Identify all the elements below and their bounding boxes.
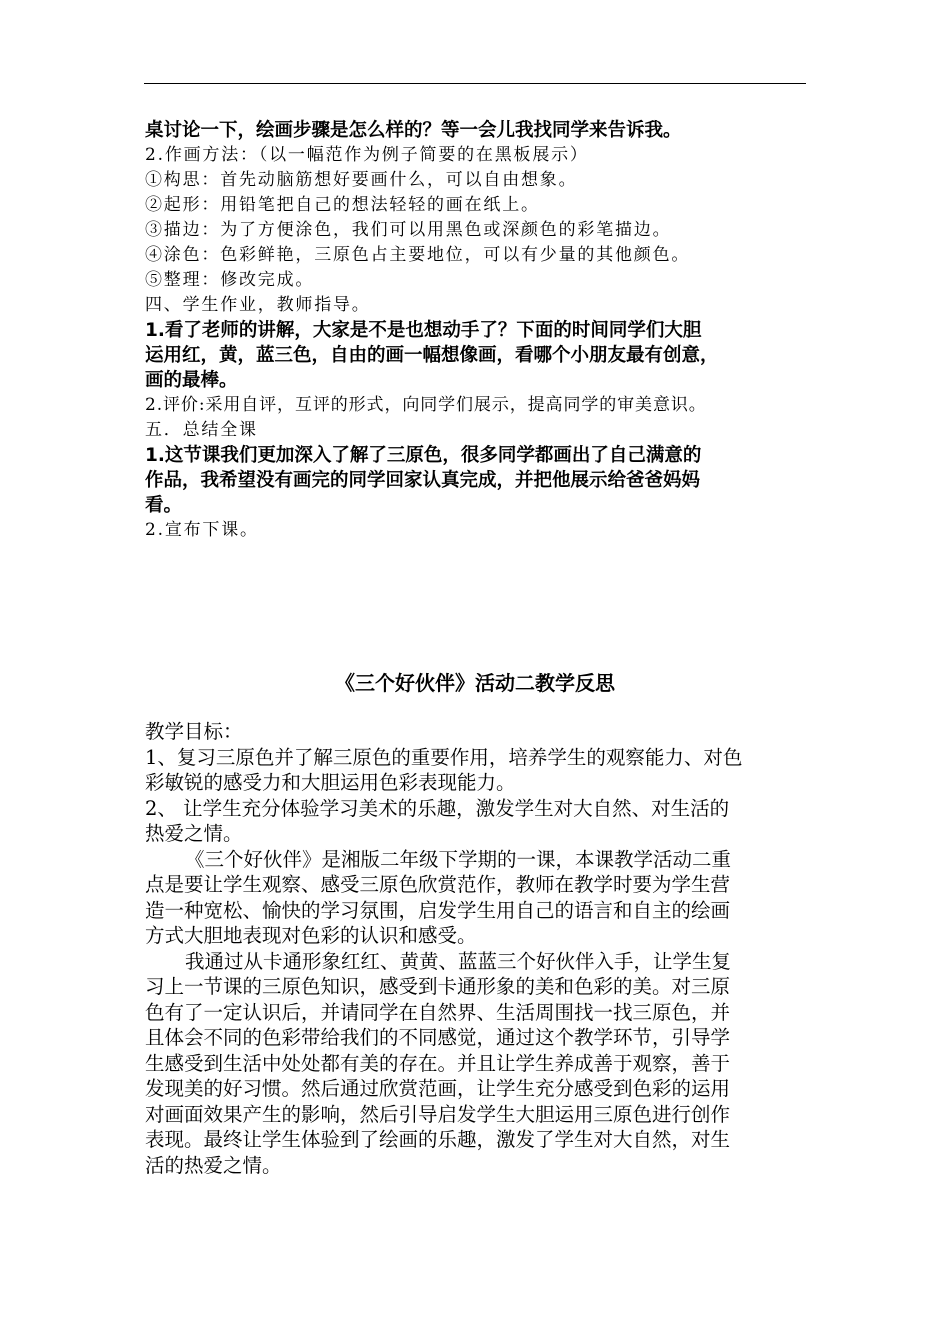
text-line: 2、 让学生充分体验学习美术的乐趣，激发学生对大自然、对生活的 [145,796,730,820]
text-line: 《三个好伙伴》是湘版二年级下学期的一课，本课教学活动二重 [185,847,732,871]
section-heading: 四、学生作业，教师指导。 [145,295,371,315]
text-line: 运用红，黄，蓝三色，自由的画一幅想像画，看哪个小朋友最有创意， [145,345,719,366]
text-line: 教学目标： [145,720,243,743]
teaching-reflection [145,719,813,1178]
text-line: ⑤整理：修改完成。 [145,270,315,290]
text-line: 作品，我希望没有画完的同学回家认真完成，并把他展示给爸爸妈妈 [145,470,701,491]
text-line: 发现美的好习惯。然后通过欣赏范画，让学生充分感受到色彩的运用 [145,1077,731,1100]
text-line: 1.看了老师的讲解，大家是不是也想动手了？下面的时间同学们大胆 [145,320,702,341]
text-line: ①构思：首先动脑筋想好要画什么，可以自由想象。 [145,170,578,190]
text-line: 且体会不同的色彩带给我们的不同感觉，通过这个教学环节，引导学 [145,1026,731,1049]
text-line: 1.这节课我们更加深入了解了三原色，很多同学都画出了自己满意的 [145,445,702,466]
text-line: 2.评价:采用自评，互评的形式，向同学们展示，提高同学的审美意识。 [145,395,707,415]
text-line: 1、复习三原色并了解三原色的重要作用，培养学生的观察能力、对色 [145,745,743,769]
text-line: 看。 [145,495,183,516]
text-line: 2.作画方法：（以一幅范作为例子简要的在黑板展示） [145,145,589,165]
text-line: ③描边：为了方便涂色，我们可以用黑色或深颜色的彩笔描边。 [145,220,672,240]
text-line: 画的最棒。 [145,370,238,391]
text-line: 方式大胆地表现对色彩的认识和感受。 [145,924,477,947]
text-line: 我通过从卡通形象红红、黄黄、蓝蓝三个好伙伴入手，让学生复 [185,949,732,973]
header-rule [144,83,806,84]
text-line: 活的热爱之情。 [145,1153,282,1177]
text-line: 生感受到生活中处处都有美的存在。并且让学生养成善于观察，善于 [145,1051,731,1075]
text-line: 桌讨论一下，绘画步骤是怎么样的？等一会儿我找同学来告诉我。 [145,120,682,141]
text-line: 热爱之情。 [145,822,243,845]
section-heading: 五．总结全课 [145,420,258,440]
text-line: 习上一节课的三原色知识，感受到卡通形象的美和色彩的美。对三原 [145,975,731,998]
text-line: 2.宣布下课。 [145,520,259,540]
text-line: 色有了一定认识后，并请同学在自然界、生活周围找一找三原色，并 [145,1000,731,1024]
text-line: 表现。最终让学生体验到了绘画的乐趣，激发了学生对大自然，对生 [145,1128,731,1151]
text-line: ④涂色：色彩鲜艳，三原色占主要地位，可以有少量的其他颜色。 [145,245,691,265]
text-line: 点是要让学生观察、感受三原色欣赏范作，教师在教学时要为学生营 [145,873,731,896]
text-line: 对画面效果产生的影响，然后引导启发学生大胆运用三原色进行创作 [145,1102,731,1126]
reflection-title: 《三个好伙伴》活动二教学反思 [335,671,615,695]
lesson-plan-continuation [145,118,813,543]
text-line: 彩敏锐的感受力和大胆运用色彩表现能力。 [145,771,516,794]
text-line: 造一种宽松、愉快的学习氛围，启发学生用自己的语言和自主的绘画 [145,898,731,922]
text-line: ②起形：用铅笔把自己的想法轻轻的画在纸上。 [145,195,540,215]
